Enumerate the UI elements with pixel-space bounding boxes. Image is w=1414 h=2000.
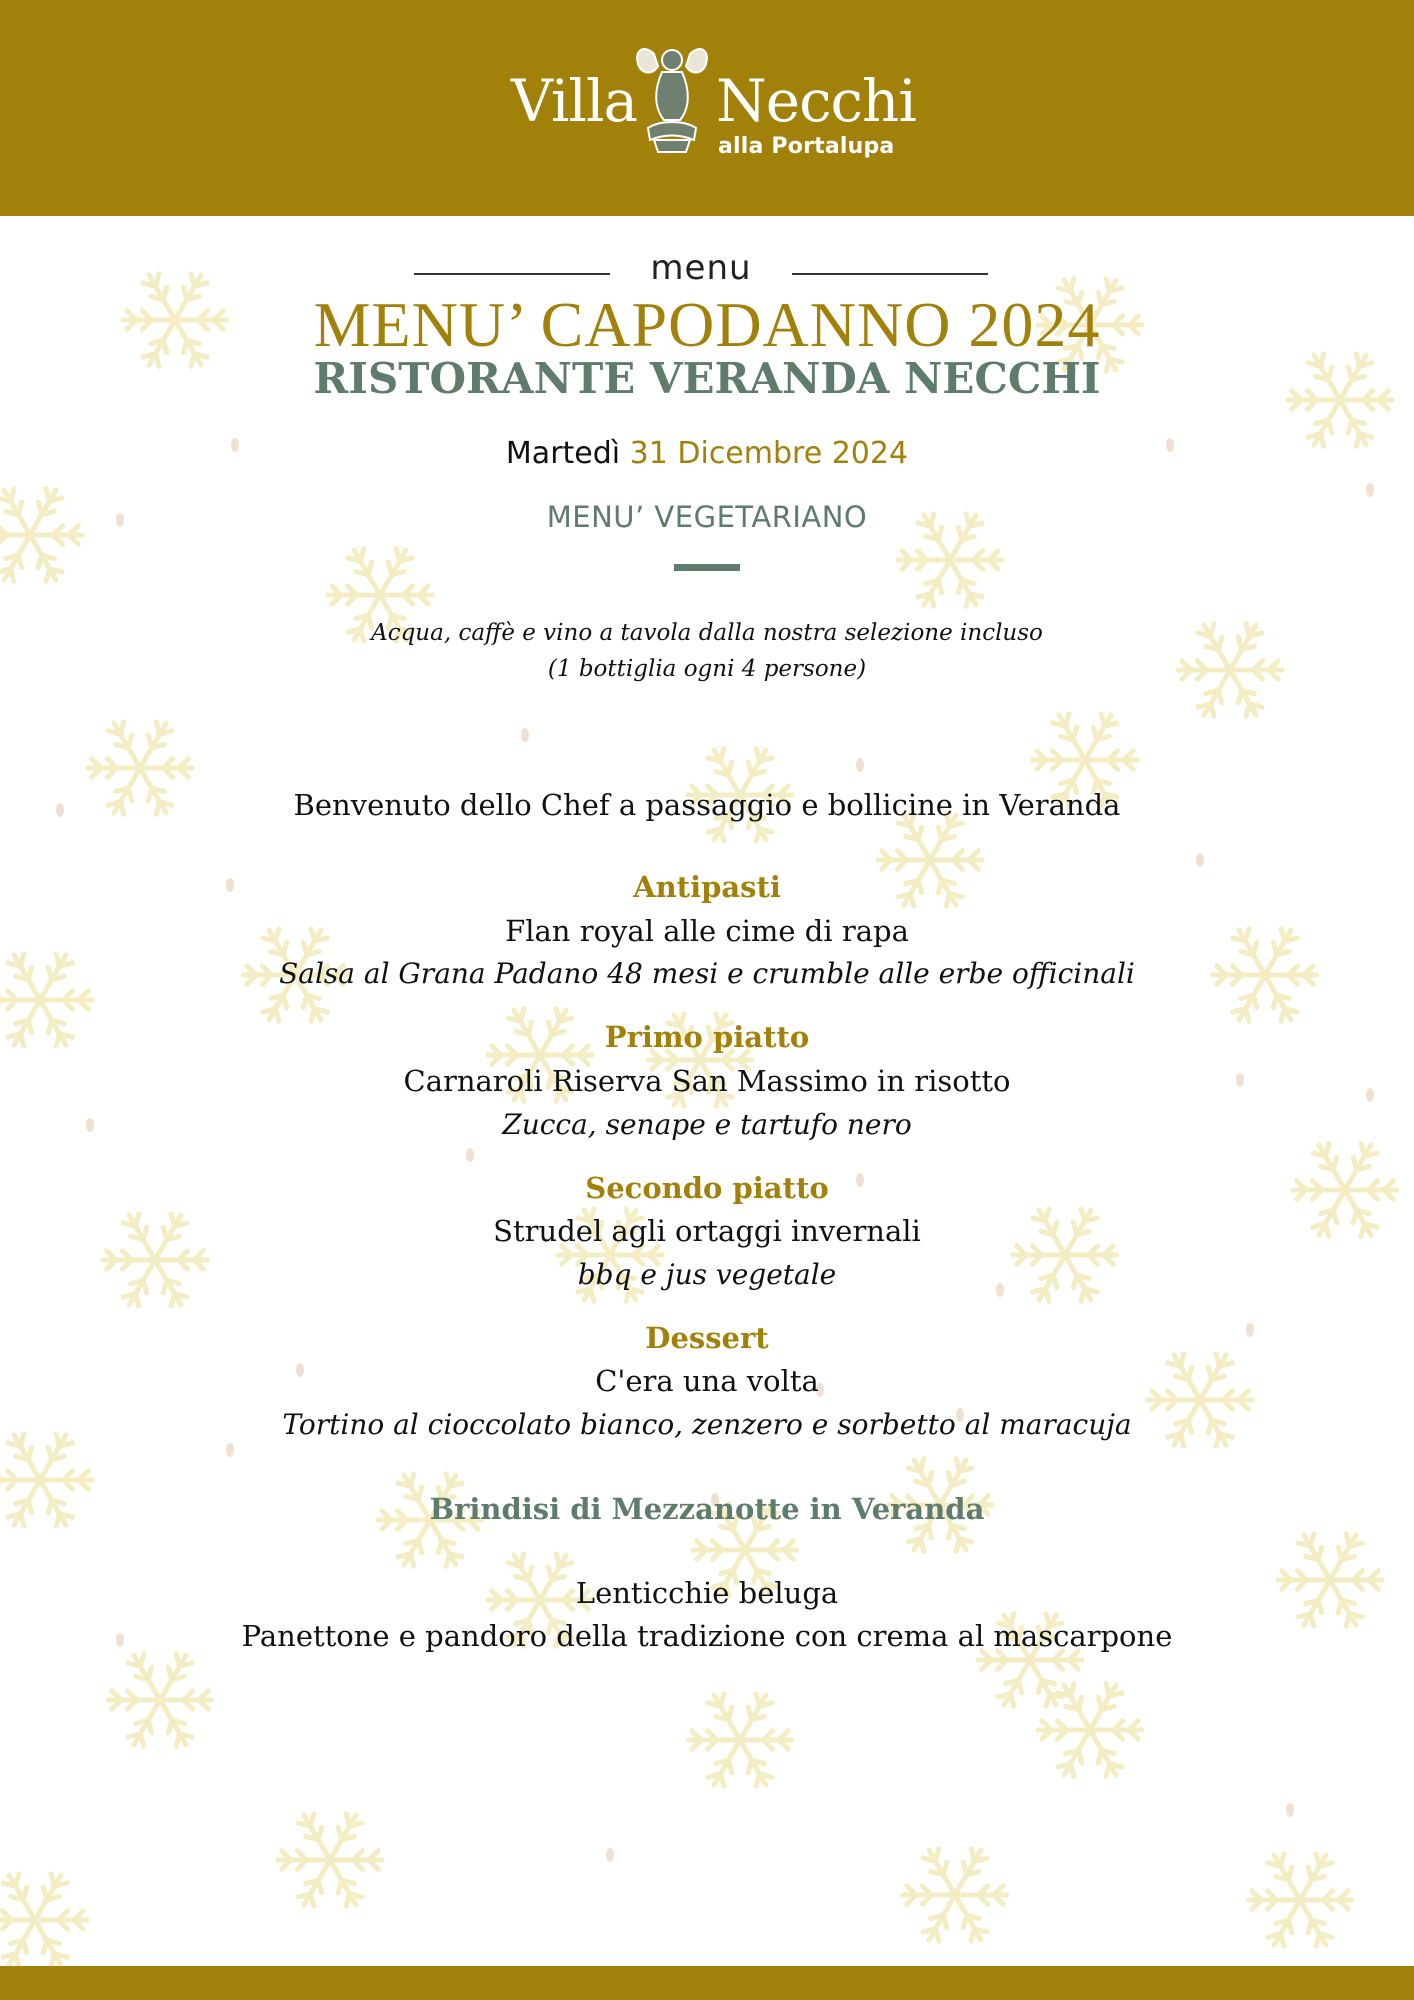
- villa-necchi-logo: [506, 36, 916, 166]
- course-dish-dessert: C'era una volta: [595, 1364, 819, 1398]
- page-title: MENU’ CAPODANNO 2024: [313, 289, 1101, 360]
- event-date: [0, 436, 1414, 471]
- course-dish-antipasti: Flan royal alle cime di rapa: [505, 914, 909, 948]
- course-description-secondo: bbq e jus vegetale: [577, 1258, 837, 1291]
- midnight-toast-title: Brindisi di Mezzanotte in Veranda: [429, 1492, 985, 1526]
- decorative-dot: [226, 1443, 234, 1457]
- snowflake-icon: [688, 1694, 792, 1787]
- welcome-line: Benvenuto dello Chef a passaggio e bollicine in Veranda: [293, 788, 1121, 822]
- snowflake-icon: [278, 1814, 382, 1907]
- cherub-statue-icon: [624, 36, 720, 156]
- logo-subtitle: alla Portalupa: [718, 134, 895, 159]
- midnight-item: Lenticchie beluga: [575, 1576, 839, 1610]
- course-dish-primo: Carnaroli Riserva San Massimo in risotto: [403, 1064, 1011, 1098]
- decorative-dot: [856, 758, 864, 772]
- decorative-dot: [606, 1848, 614, 1862]
- midnight-item: Panettone e pandoro della tradizione con crema al mascarpone: [241, 1619, 1173, 1653]
- menu-label: menu: [650, 248, 752, 288]
- snowflake-icon: [0, 1874, 87, 1967]
- decorative-dot: [1286, 1803, 1294, 1817]
- divider-line-left: [414, 273, 610, 275]
- section-divider: [674, 564, 740, 571]
- decorative-dot: [466, 1148, 474, 1162]
- course-title-dessert: Dessert: [645, 1321, 769, 1355]
- course-title-primo: Primo piatto: [604, 1020, 810, 1054]
- course-title-antipasti: Antipasti: [633, 870, 781, 904]
- course-description-antipasti: Salsa al Grana Padano 48 mesi e crumble alle erbe officinali: [279, 957, 1135, 990]
- logo-word-necchi: Necchi: [716, 67, 916, 135]
- footer-bar: [0, 1966, 1414, 2000]
- menu-type: MENU’ VEGETARIANO: [546, 500, 868, 534]
- snowflake-icon: [108, 1654, 212, 1747]
- snowflake-icon: [903, 1849, 1007, 1942]
- date-value: 31 Dicembre 2024: [629, 436, 909, 471]
- restaurant-name: RISTORANTE VERANDA NECCHI: [313, 354, 1101, 403]
- menu-label-row: [414, 234, 988, 288]
- decorative-dot: [1196, 853, 1204, 867]
- snowflake-icon: [1248, 1854, 1352, 1947]
- logo-word-villa: Villa: [511, 67, 638, 135]
- decorative-dot: [521, 728, 529, 742]
- course-title-secondo: Secondo piatto: [585, 1171, 829, 1205]
- drinks-note-detail: (1 bottiglia ogni 4 persone): [547, 656, 867, 682]
- decorative-dot: [1366, 483, 1374, 497]
- course-description-dessert: Tortino al cioccolato bianco, zenzero e sorbetto al maracuja: [282, 1408, 1132, 1441]
- header-banner: [0, 0, 1414, 216]
- course-dish-secondo: Strudel agli ortaggi invernali: [493, 1214, 921, 1248]
- date-day: Martedì: [505, 436, 621, 471]
- course-description-primo: Zucca, senape e tartufo nero: [502, 1108, 912, 1141]
- drinks-note: Acqua, caffè e vino a tavola dalla nostra selezione incluso: [371, 620, 1043, 646]
- divider-line-right: [792, 273, 988, 275]
